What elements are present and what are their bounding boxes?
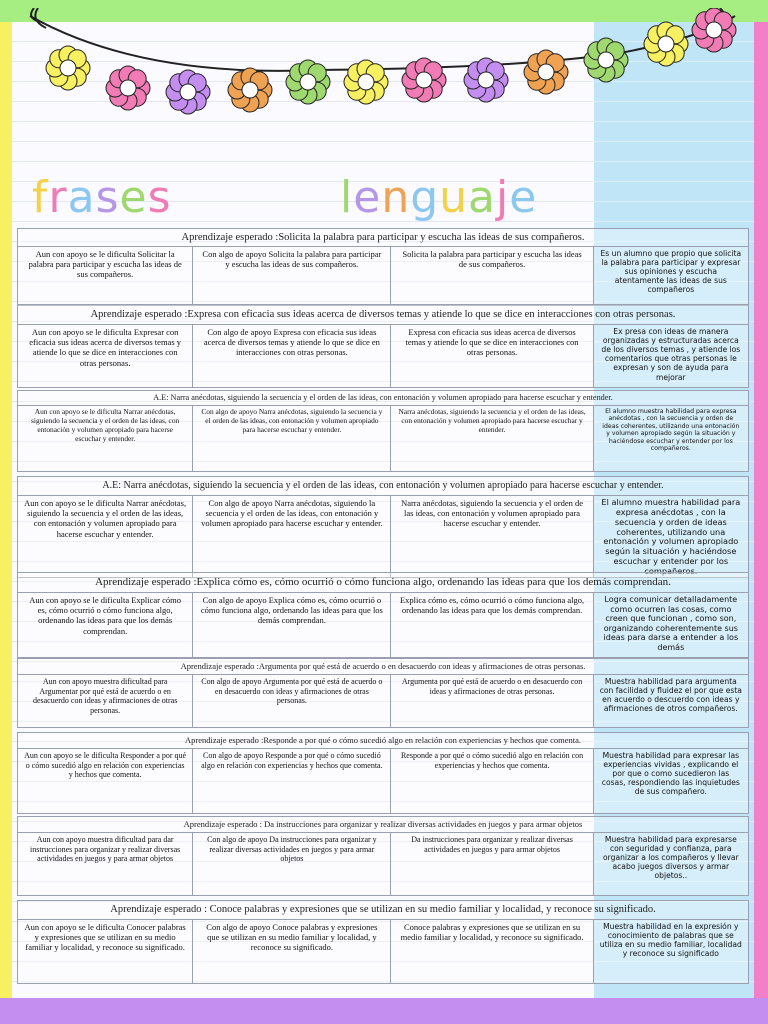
- level-cell-4: Muestra habilidad para argumenta con facilidad y fluidez el por que esta en acuerdo o descuerdo con ideas y afirmaciones de otros compañeros.: [599, 677, 742, 714]
- level-cell-2: Con algo de apoyo Da instrucciones para organizar y realizar diversas actividades en juegos y para armar objetos: [193, 833, 391, 895]
- title-letter: a: [67, 172, 96, 223]
- level-cell-4: Es un alumno que propio que solicita la palabra para participar y expresar sus opiniones y escucha atentamente las ideas de sus compañeros: [600, 249, 742, 295]
- level-cell-1: Aun con apoyo se le dificulta Conocer palabras y expresiones que se utilizan en su medio familiar y localidad, y reconoce su significado.: [18, 920, 193, 983]
- border-right: [754, 22, 768, 998]
- title-letter: s: [95, 172, 120, 223]
- level-cell-3: Da instrucciones para organizar y realizar diversas actividades en juegos y para armar objetos: [391, 833, 593, 895]
- level-cell-3: Solicita la palabra para participar y escucha las ideas de sus compañeros.: [391, 247, 593, 305]
- level-cell-1: Aun con apoyo se le dificulta Explicar cómo es, cómo ocurrió o cómo funciona algo, ordenando las ideas para que los demás comprendan.: [18, 593, 193, 657]
- level-cell-1: Aun con apoyo se le dificulta Expresar con eficacia sus ideas acerca de diversos temas y atiende lo que se dice en interacciones con otras personas.: [18, 325, 193, 387]
- level-cell-2: Con algo de apoyo Narra anécdotas, siguiendo la secuencia y el orden de las ideas, con entonación y volumen apropiado para hacerse escuchar y entender.: [193, 406, 391, 471]
- flower-icon: [46, 46, 90, 90]
- title-letter: e: [353, 172, 382, 223]
- title-letter: e: [509, 172, 538, 223]
- title-letter: g: [410, 172, 440, 223]
- level-cell-2: Con algo de apoyo Solicita la palabra para participar y escucha las ideas de sus compañeros.: [193, 247, 391, 305]
- flower-icon: [106, 66, 150, 110]
- level-cell-1: Aun con apoyo muestra dificultad para Argumentar por qué está de acuerdo o en desacuerdo con ideas y afirmaciones de otras personas.: [18, 675, 193, 727]
- title-letter: a: [468, 172, 496, 223]
- level-cell-2: Con algo de apoyo Conoce palabras y expresiones que se utilizan en su medio familiar y localidad, y reconoce su significado.: [193, 920, 391, 983]
- level-cell-1: Aun con apoyo se le dificulta Narrar anécdotas, siguiendo la secuencia y el orden de las ideas, con entonación y volumen apropiado para hacerse escuchar y entender.: [18, 406, 193, 471]
- title-frases: [32, 172, 172, 223]
- title-letter: n: [381, 172, 411, 223]
- rubric-section-8: [17, 816, 749, 896]
- rubric-section-1: [17, 228, 749, 306]
- rubric-section-9: [17, 900, 749, 984]
- level-cell-3: Conoce palabras y expresiones que se utilizan en su medio familiar y localidad, y reconoce su significado.: [391, 920, 593, 983]
- flower-icon: [344, 60, 388, 104]
- rubric-section-3: [17, 390, 749, 472]
- flower-icon: [402, 58, 446, 102]
- level-cell-3: Argumenta por qué está de acuerdo o en desacuerdo con ideas y afirmaciones de otras personas.: [391, 675, 593, 727]
- level-cell-4: Ex presa con ideas de manera organizadas y estructuradas acerca de los diversos temas , y atiende los comentarios que otras personas le expresan y son de ayuda para mejorar: [601, 327, 741, 382]
- flower-icon: [464, 58, 508, 102]
- level-cell-1: Aun con apoyo se le dificulta Responder a por qué o cómo sucedió algo en relación con experiencias y hechos que comenta.: [18, 749, 193, 813]
- rubric-section-7: [17, 732, 749, 814]
- section-header: Aprendizaje esperado :Expresa con eficacia sus ideas acerca de diversos temas y atiende lo que se dice en interacciones con otras personas.: [18, 305, 748, 325]
- level-cell-2: Con algo de apoyo Explica cómo es, cómo ocurrió o cómo funciona algo, ordenando las ideas para que los demás comprendan.: [193, 593, 391, 657]
- rubric-section-4: [17, 476, 749, 578]
- section-header: Aprendizaje esperado :Solicita la palabra para participar y escucha las ideas de sus compañeros.: [18, 229, 748, 247]
- flower-icon: [644, 22, 688, 66]
- border-left: [0, 22, 12, 998]
- level-cell-2: Con algo de apoyo Argumenta por qué está de acuerdo o en desacuerdo con ideas y afirmaciones de otras personas.: [193, 675, 391, 727]
- title-letter: l: [340, 172, 354, 223]
- level-cell-4: Muestra habilidad para expresar las experiencias vividas , explicando el por que o como sucedieron las cosas, respondiendo las inquietudes de sus compañero.: [601, 751, 740, 797]
- level-cell-1: Aun con apoyo se le dificulta Narrar anécdotas, siguiendo la secuencia y el orden de las ideas, con entonación y volumen apropiado para hacerse escuchar y entender.: [18, 496, 193, 577]
- section-header: Aprendizaje esperado :Argumenta por qué está de acuerdo o en desacuerdo con ideas y afirmaciones de otras personas.: [18, 659, 748, 675]
- flower-icon: [524, 50, 568, 94]
- flower-icon: [584, 38, 628, 82]
- section-header: Aprendizaje esperado : Da instrucciones para organizar y realizar diversas actividades en juegos y para armar objetos: [18, 817, 748, 833]
- section-header: Aprendizaje esperado :Explica cómo es, cómo ocurrió o cómo funciona algo, ordenando las ideas para que los demás comprendan.: [18, 573, 748, 593]
- title-letter: j: [496, 172, 510, 223]
- level-cell-4: Muestra habilidad para expresarse con seguridad y confianza, para organizar a los compañeros y llevar acabo juegos diversos y armar objetos..: [603, 835, 739, 881]
- level-cell-3: Narra anécdotas, siguiendo la secuencia y el orden de las ideas, con entonación y volumen apropiado para hacerse escuchar y entender.: [391, 496, 593, 577]
- border-bottom: [0, 998, 768, 1024]
- level-cell-3: Narra anécdotas, siguiendo la secuencia y el orden de las ideas, con entonación y volumen apropiado para hacerse escuchar y entender.: [391, 406, 593, 471]
- level-cell-4: El alumno muestra habilidad para expresa anécdotas , con la secuencia y orden de ideas coherentes, utilizando una entonación y volumen apropiado según la situación y haciéndose escuchar y entender por los compañeros.: [601, 497, 741, 576]
- level-cell-1: Aun con apoyo se le dificulta Solicitar la palabra para participar y escucha las ideas de sus compañeros.: [18, 247, 193, 305]
- level-cell-3: Expresa con eficacia sus ideas acerca de diversos temas y atiende lo que se dice en interacciones con otras personas.: [391, 325, 593, 387]
- level-cell-2: Con algo de apoyo Expresa con eficacia sus ideas acerca de diversos temas y atiende lo que se dice en interacciones con otras personas.: [193, 325, 391, 387]
- level-cell-2: Con algo de apoyo Narra anécdotas, siguiendo la secuencia y el orden de las ideas, con entonación y volumen apropiado para hacerse escuchar y entender.: [193, 496, 391, 577]
- title-letter: u: [439, 172, 469, 223]
- title-lenguaje: [340, 172, 537, 223]
- level-cell-4: Logra comunicar detalladamente como ocurren las cosas, como creen que funcionan , como son, organizando coherentemente sus ideas para darse a entender a los demás: [603, 595, 739, 652]
- section-header: Aprendizaje esperado : Conoce palabras y expresiones que se utilizan en su medio familiar y localidad, y reconoce su significado.: [18, 901, 748, 920]
- title-letter: f: [32, 172, 49, 223]
- title-letter: e: [119, 172, 148, 223]
- flower-icon: [286, 60, 330, 104]
- flower-garland: [20, 8, 750, 128]
- section-header: A.E: Narra anécdotas, siguiendo la secuencia y el orden de las ideas, con entonación y volumen apropiado para hacerse escuchar y entender.: [18, 477, 748, 496]
- section-header: Aprendizaje esperado :Responde a por qué o cómo sucedió algo en relación con experiencias y hechos que comenta.: [18, 733, 748, 749]
- flower-icon: [166, 70, 210, 114]
- level-cell-1: Aun con apoyo muestra dificultad para dar instrucciones para organizar y realizar diversas actividades en juegos y para armar objetos: [18, 833, 193, 895]
- level-cell-3: Explica cómo es, cómo ocurrió o cómo funciona algo, ordenando las ideas para que los demás comprendan.: [391, 593, 593, 657]
- level-cell-2: Con algo de apoyo Responde a por qué o cómo sucedió algo en relación con experiencias y hechos que comenta.: [193, 749, 391, 813]
- title-letter: r: [48, 172, 68, 223]
- section-header: A.E: Narra anécdotas, siguiendo la secuencia y el orden de las ideas, con entonación y volumen apropiado para hacerse escuchar y entender.: [18, 391, 748, 406]
- level-cell-4: El alumno muestra habilidad para expresa anécdotas , con la secuencia y orden de ideas coherentes, utilizando una entonación y volumen apropiado según la situación y haciéndose escuchar y entender por los compañeros.: [602, 408, 740, 453]
- title-letter: s: [147, 172, 172, 223]
- level-cell-4: Muestra habilidad en la expresión y conocimiento de palabras que se utiliza en su medio familiar, localidad y reconoce su significado: [599, 922, 742, 959]
- rubric-section-6: [17, 658, 749, 728]
- level-cell-3: Responde a por qué o cómo sucedió algo en relación con experiencias y hechos que comenta.: [391, 749, 593, 813]
- rubric-section-2: [17, 304, 749, 388]
- rubric-section-5: [17, 572, 749, 658]
- flower-icon: [228, 68, 272, 112]
- flower-icon: [692, 8, 736, 52]
